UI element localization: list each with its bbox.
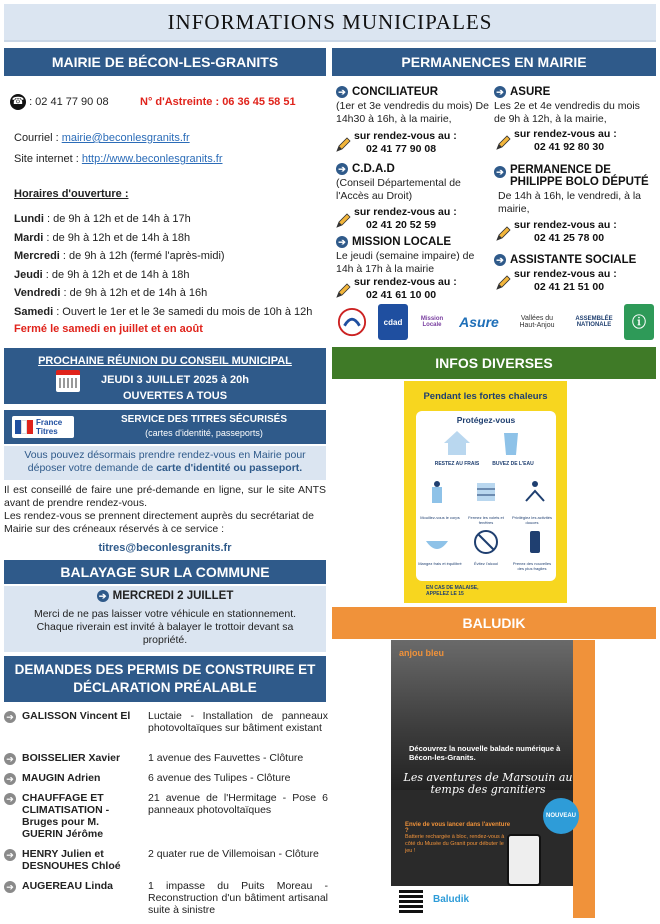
perm-asure (494, 86, 654, 126)
titres-email[interactable]: titres@beconlesgranits.fr (98, 542, 232, 554)
conciliateur-title: CONCILIATEUR (352, 86, 439, 99)
titres-header-block (4, 410, 326, 444)
logo-assemblee-text: ASSEMBLÉE NATIONALE (575, 316, 613, 328)
baludik-envie: Envie de vous lancer dans l'aventure ? (405, 822, 511, 834)
pencil-icon (494, 134, 512, 152)
horaire-day: Vendredi (14, 287, 61, 299)
balayage-date-line (4, 590, 326, 602)
logo-mission-text: Mission Locale (420, 316, 444, 328)
rdv-label: sur rendez-vous au : (354, 130, 457, 142)
balayage-block (4, 586, 326, 652)
arrow-right-icon: ➔ (494, 254, 506, 266)
poster-title: Pendant les fortes chaleurs (423, 391, 548, 402)
horaire-row (14, 232, 326, 251)
mairie-block (4, 80, 326, 346)
arrow-right-icon: ➔ (4, 793, 16, 805)
astreinte: N° d'Astreinte : 06 36 45 58 51 (140, 96, 296, 108)
baludik-anjou: anjou bleu (399, 648, 444, 658)
arrow-right-icon: ➔ (494, 166, 506, 178)
horaire-hours: : de 9h à 12h (fermé l'après-midi) (59, 250, 225, 262)
baludik-nouveau: NOUVEAU (543, 798, 579, 834)
person-icon: ⓘ (632, 314, 646, 330)
cdad-title: C.D.A.D (352, 163, 395, 176)
logo-conciliateur (336, 304, 368, 340)
infos-header: INFOS DIVERSES (332, 347, 656, 379)
poster-item-7: Prenez des nouvelles des plus fragiles (512, 561, 552, 571)
qr-code-icon (399, 889, 423, 913)
permis-name: CHAUFFAGE ET CLIMATISATION - Bruges pour M. GUERIN Jérôme (22, 792, 110, 840)
france-titres-logo (12, 416, 74, 438)
permis-name: BOISSELIER Xavier (22, 752, 121, 764)
rdv-depute (494, 219, 654, 245)
site-line (14, 153, 223, 165)
arrow-right-icon: ➔ (4, 711, 16, 723)
depute-title: PERMANENCE DE PHILIPPE BOLO DÉPUTÉ (510, 164, 649, 188)
logo-assemblee (572, 304, 616, 340)
perm-mission (336, 236, 491, 276)
rdv-mission (334, 276, 494, 302)
logo-asure (454, 304, 504, 340)
poster-protegez: Protégez-vous (456, 415, 516, 425)
horaire-row (14, 250, 326, 269)
poster-item-4: Privilégiez les activités douces (511, 515, 552, 525)
spray-icon (422, 477, 452, 507)
pencil-icon (334, 212, 352, 230)
permis-name: HENRY Julien et DESNOUHES Chloé (22, 848, 121, 872)
site-link[interactable]: http://www.beconlesgranits.fr (81, 153, 223, 165)
rdv-conciliateur (334, 130, 494, 156)
pencil-icon (494, 274, 512, 292)
logo-vallees-text: Vallées du Haut-Anjou (519, 315, 555, 329)
asure-title: ASURE (510, 86, 551, 99)
poster-item-6: Évitez l'alcool (473, 561, 499, 566)
horaire-row (14, 306, 326, 325)
conciliateur-phone: 02 41 77 90 08 (366, 143, 437, 155)
permanences-header: PERMANENCES EN MAIRIE (332, 48, 656, 76)
titres-para2: Les rendez-vous se prennent directement auprès du secrétariat de Mairie sur des créneaux réservés à ce service : (4, 510, 314, 535)
logo-asure-text: Asure (459, 314, 499, 330)
yoga-icon (520, 477, 550, 507)
horaire-day: Lundi (14, 213, 44, 225)
bowl-icon (422, 527, 452, 557)
baludik-photo (391, 640, 595, 790)
site-label: Site internet : (14, 153, 82, 165)
asure-desc: Les 2e et 4e vendredis du mois de 9h à 12h, à la mairie, (494, 100, 640, 126)
permis-desc: 1 avenue des Fauvettes - Clôture (148, 752, 304, 764)
pencil-icon (494, 225, 512, 243)
mission-phone: 02 41 61 10 00 (366, 289, 437, 301)
conseil-ouverte: OUVERTES A TOUS (122, 390, 228, 402)
poster-row3 (422, 527, 550, 559)
poster-item-0: RESTEZ AU FRAIS (434, 461, 480, 467)
rdv-label: sur rendez-vous au : (354, 276, 457, 288)
horaire-hours: : de 9h à 12h et de 14h à 16h (60, 287, 208, 299)
depute-phone: 02 41 25 78 00 (534, 232, 605, 244)
horaire-hours: : de 9h à 12h et de 14h à 18h (42, 268, 190, 281)
courriel-label: Courriel : (14, 132, 62, 144)
perm-cdad (336, 163, 491, 203)
sociale-title: ASSISTANTE SOCIALE (510, 254, 637, 267)
depute-desc: De 14h à 16h, le vendredi, à la mairie, (498, 190, 642, 215)
logo-green (624, 304, 654, 340)
rdv-cdad (334, 206, 494, 232)
permis-row (4, 792, 328, 840)
mission-title: MISSION LOCALE (352, 236, 452, 249)
perm-conciliateur (336, 86, 491, 126)
arrow-right-icon: ➔ (494, 86, 506, 98)
phone-number: : 02 41 77 90 08 (29, 95, 109, 108)
titres-para1: Il est conseillé de faire une pré-demande en ligne, sur le site ANTS avant de prendre rendez-vous. (4, 484, 326, 509)
poster-item-1: BUVEZ DE L'EAU (492, 461, 534, 467)
baludik-orange-bar (573, 640, 595, 918)
fermeture-note: Fermé le samedi en juillet et en août (14, 323, 203, 335)
poster-item-2: Mouillez-vous le corps (420, 515, 460, 520)
horaires-title: Horaires d'ouverture : (14, 188, 129, 200)
sociale-phone: 02 41 21 51 00 (534, 281, 605, 293)
horaire-day: Jeudi (14, 268, 43, 281)
horaire-row (14, 269, 326, 288)
rdv-sociale (494, 268, 654, 294)
baludik-footer (391, 886, 573, 918)
balayage-date: MERCREDI 2 JUILLET (112, 590, 234, 603)
permis-desc: 6 avenue des Tulipes - Clôture (148, 772, 291, 784)
rdv-asure (494, 128, 654, 154)
phone-line (10, 94, 109, 110)
cdad-desc: (Conseil Départemental de l'Accès au Droit) (336, 177, 461, 203)
logo-mission-locale (414, 304, 450, 340)
conciliateur-desc: (1er et 3e vendredis du mois) De 14h30 à 16h, à la mairie, (336, 100, 489, 126)
poster-item-5: Mangez frais et équilibré (418, 561, 462, 566)
baludik-brand: Baludik (433, 894, 470, 905)
mission-desc: Le jeudi (semaine impaire) de 14h à 17h à la mairie (336, 250, 475, 276)
baludik-header: BALUDIK (332, 607, 656, 639)
rdv-label: sur rendez-vous au : (354, 206, 457, 218)
titres-header: SERVICE DES TITRES SÉCURISÉS (121, 414, 287, 425)
asure-phone: 02 41 92 80 30 (534, 141, 605, 153)
pencil-icon (334, 282, 352, 300)
permis-row (4, 710, 326, 750)
arrow-right-icon: ➔ (4, 753, 16, 765)
permis-desc: 21 avenue de l'Hermitage - Pose 6 panneaux photovoltaïques (148, 792, 328, 816)
glass-icon (498, 429, 524, 457)
mairie-header: MAIRIE DE BÉCON-LES-GRANITS (4, 48, 326, 76)
arrow-right-icon: ➔ (336, 236, 348, 248)
baludik-line1: Découvrez la nouvelle balade numérique à Bécon-les-Granits. (409, 744, 561, 762)
titres-intro-bold: carte d'identité ou passeport. (156, 462, 303, 474)
heat-poster (404, 381, 567, 603)
permis-row (4, 880, 326, 920)
pencil-icon (334, 136, 352, 154)
shutters-icon (471, 477, 501, 507)
poster-malaise: EN CAS DE MALAISE, APPELEZ LE 15 (426, 585, 479, 597)
permis-desc: 2 quater rue de Villemoisan - Clôture (148, 848, 319, 860)
conseil-header: PROCHAINE RÉUNION DU CONSEIL MUNICIPAL (38, 355, 292, 367)
conseil-date: JEUDI 3 JUILLET 2025 à 20h (101, 374, 249, 386)
conseil-block (4, 348, 326, 404)
arrow-right-icon: ➔ (4, 773, 16, 785)
permis-header-text: DEMANDES DES PERMIS DE CONSTRUIRE ET DÉCLARATION PRÉALABLE (14, 662, 316, 695)
arrow-right-icon: ➔ (336, 86, 348, 98)
horaires-list (14, 213, 326, 324)
arrow-right-icon: ➔ (97, 590, 109, 602)
horaire-row (14, 213, 326, 232)
page-title: INFORMATIONS MUNICIPALES (4, 4, 656, 42)
logo-vallees (512, 304, 562, 340)
baludik-details: Batterie rechargée à bloc, rendez-vous à côté du Musée du Granit pour débuter le jeu ! (405, 834, 505, 854)
horaire-day: Mardi (14, 231, 44, 244)
arrow-right-icon: ➔ (4, 849, 16, 861)
arrow-right-icon: ➔ (336, 163, 348, 175)
courriel-link[interactable]: mairie@beconlesgranits.fr (61, 132, 190, 144)
titres-subheader: (cartes d'identité, passeports) (145, 428, 263, 438)
permis-desc: 1 impasse du Puits Moreau - Reconstruction d'un bâtiment artisanal suite à sinistre (148, 880, 328, 916)
titres-intro (4, 446, 326, 480)
logo-cdad (378, 304, 408, 340)
permis-name: AUGEREAU Linda (22, 880, 114, 892)
permis-name: GALISSON Vincent El (22, 710, 131, 722)
phone-mockup (507, 834, 541, 886)
balayage-header: BALAYAGE SUR LA COMMUNE (4, 560, 326, 584)
no-alcohol-icon (471, 527, 501, 557)
phone-icon: ☎ (10, 94, 26, 110)
logo-cdad-text: cdad (383, 317, 403, 327)
courriel-line (14, 132, 190, 144)
arrow-right-icon: ➔ (4, 881, 16, 893)
perm-depute (494, 164, 654, 216)
poster-item-3: Fermez les volets et fenêtres (468, 515, 504, 525)
horaire-row (14, 287, 326, 306)
permis-name: MAUGIN Adrien (22, 772, 101, 784)
france-titres-text: France Titres (36, 418, 63, 436)
horaire-day: Mercredi (14, 250, 60, 262)
cdad-phone: 02 41 20 52 59 (366, 219, 437, 231)
rdv-label: sur rendez-vous au : (514, 268, 617, 280)
horaire-hours: : Ouvert le 1er et le 3e samedi du mois de 10h à 12h (53, 305, 313, 318)
phone-icon (520, 527, 550, 557)
balayage-text: Merci de ne pas laisser votre véhicule en stationnement. Chaque riverain est invité à balayer le trottoir devant sa propriété. (33, 608, 297, 646)
horaire-hours: : de 9h à 12h et de 14h à 18h (43, 231, 191, 244)
rdv-label: sur rendez-vous au : (514, 219, 617, 231)
poster-panel (416, 411, 556, 581)
baludik-poster (391, 640, 595, 918)
baludik-line2: Les aventures de Marsouin au temps des granitiers (403, 771, 573, 796)
poster-row2 (422, 477, 550, 517)
horaire-day: Samedi (14, 305, 54, 318)
horaire-hours: : de 9h à 12h et de 14h à 17h (43, 213, 191, 225)
house-icon (442, 429, 472, 457)
permis-header (4, 656, 326, 702)
titres-intro-text: Vous pouvez désormais prendre rendez-vous en Mairie pour déposer votre demande de (24, 449, 306, 474)
perm-sociale (494, 254, 654, 266)
permis-desc: Luctaie - Installation de panneaux photovoltaïques sur bâtiment existant (148, 710, 328, 734)
rdv-label: sur rendez-vous au : (514, 128, 617, 140)
